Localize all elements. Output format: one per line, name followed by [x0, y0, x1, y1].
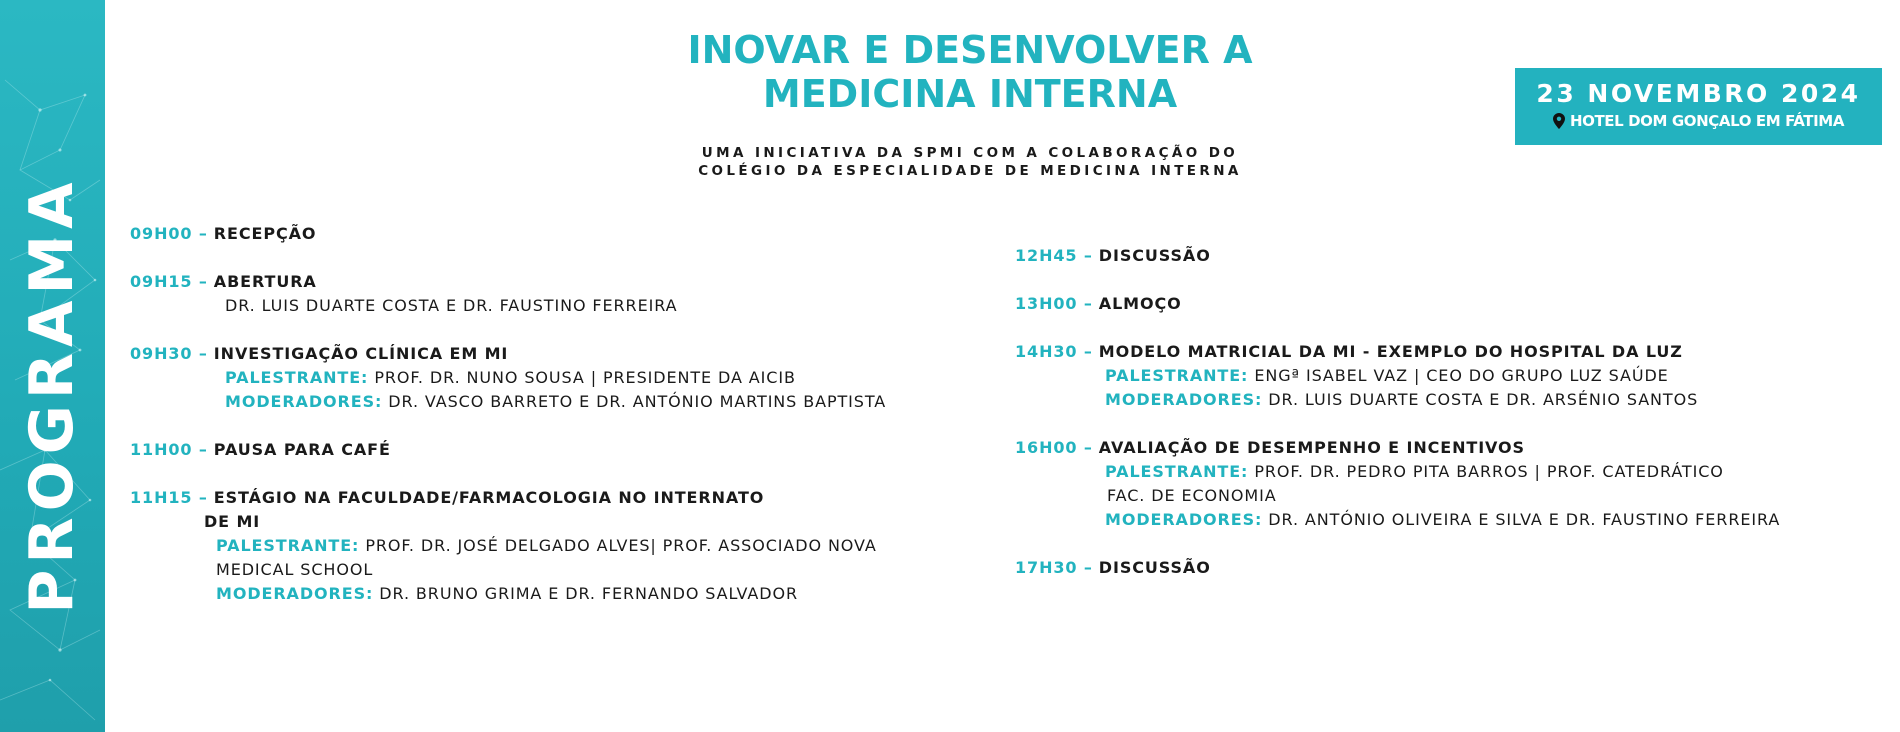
side-label: PROGRAMA: [17, 176, 87, 614]
event-date: 23 NOVEMBRO 2024: [1536, 79, 1861, 108]
moderators-text: DR. BRUNO GRIMA E DR. FERNANDO SALVADOR: [379, 584, 798, 603]
item-label: DISCUSSÃO: [1098, 558, 1211, 577]
moderators-text: DR. LUIS DUARTE COSTA E DR. ARSÉNIO SANTOS: [1268, 390, 1699, 409]
subtitle-line-2: COLÉGIO DA ESPECIALIDADE DE MEDICINA INTERNA: [698, 163, 1242, 179]
schedule-item: [1015, 292, 1895, 316]
speaker-text: ENGª ISABEL VAZ | CEO DO GRUPO LUZ SAÚDE: [1254, 366, 1669, 385]
moderators-keyword: MODERADORES:: [1105, 510, 1263, 529]
schedule-item: [1015, 244, 1895, 268]
item-time: 17H30 –: [1015, 558, 1093, 577]
item-detail: DR. LUIS DUARTE COSTA E DR. FAUSTINO FERREIRA: [225, 296, 678, 315]
page-title: [560, 28, 1380, 116]
speaker-text: PROF. DR. PEDRO PITA BARROS | PROF. CATEDRÁTICO: [1254, 462, 1724, 481]
moderators-text: DR. ANTÓNIO OLIVEIRA E SILVA E DR. FAUSTINO FERREIRA: [1268, 510, 1781, 529]
speaker-keyword: PALESTRANTE:: [1105, 462, 1249, 481]
item-label: DISCUSSÃO: [1098, 246, 1211, 265]
item-time: 11H00 –: [130, 440, 208, 459]
schedule-left-column: [130, 222, 990, 606]
map-pin-icon: [1553, 113, 1565, 129]
item-label: ABERTURA: [213, 272, 317, 291]
speaker-text-continued: MEDICAL SCHOOL: [216, 560, 374, 579]
side-band: [0, 0, 105, 732]
item-time: 11H15 –: [130, 488, 208, 507]
item-label: INVESTIGAÇÃO CLÍNICA EM MI: [213, 344, 509, 363]
moderators-keyword: MODERADORES:: [1105, 390, 1263, 409]
item-label: ALMOÇO: [1098, 294, 1182, 313]
title-line-2: MEDICINA INTERNA: [762, 72, 1178, 116]
item-time: 14H30 –: [1015, 342, 1093, 361]
speaker-text: PROF. DR. JOSÉ DELGADO ALVES| PROF. ASSOCIADO NOVA: [365, 536, 877, 555]
speaker-keyword: PALESTRANTE:: [225, 368, 369, 387]
schedule-item: [130, 270, 990, 318]
item-label: MODELO MATRICIAL DA MI - EXEMPLO DO HOSPITAL DA LUZ: [1098, 342, 1683, 361]
item-label: RECEPÇÃO: [213, 224, 317, 243]
speaker-keyword: PALESTRANTE:: [216, 536, 360, 555]
item-label-continued: DE MI: [204, 512, 261, 531]
schedule-item: [130, 342, 990, 414]
moderators-keyword: MODERADORES:: [225, 392, 383, 411]
item-time: 09H15 –: [130, 272, 208, 291]
date-venue-box: [1515, 68, 1882, 145]
subtitle-line-1: UMA INICIATIVA DA SPMI COM A COLABORAÇÃO DO: [701, 145, 1239, 161]
event-venue: HOTEL DOM GONÇALO EM FÁTIMA: [1569, 112, 1845, 130]
schedule-item: [130, 438, 990, 462]
item-time: 09H00 –: [130, 224, 208, 243]
subtitle: [560, 144, 1380, 180]
schedule-right-column: [1015, 244, 1895, 580]
moderators-keyword: MODERADORES:: [216, 584, 374, 603]
item-time: 16H00 –: [1015, 438, 1093, 457]
schedule-item: [1015, 556, 1895, 580]
venue-line: [1515, 112, 1882, 130]
item-time: 13H00 –: [1015, 294, 1093, 313]
item-time: 09H30 –: [130, 344, 208, 363]
schedule-item: [130, 222, 990, 246]
item-time: 12H45 –: [1015, 246, 1093, 265]
schedule-item: [1015, 340, 1895, 412]
item-label: AVALIAÇÃO DE DESEMPENHO E INCENTIVOS: [1098, 438, 1525, 457]
item-label: ESTÁGIO NA FACULDADE/FARMACOLOGIA NO INTERNATO: [213, 488, 765, 507]
schedule-item: [130, 486, 990, 606]
title-line-1: INOVAR E DESENVOLVER A: [687, 28, 1253, 72]
speaker-text-continued: FAC. DE ECONOMIA: [1107, 486, 1277, 505]
item-label: PAUSA PARA CAFÉ: [213, 440, 391, 459]
speaker-keyword: PALESTRANTE:: [1105, 366, 1249, 385]
speaker-text: PROF. DR. NUNO SOUSA | PRESIDENTE DA AICIB: [374, 368, 796, 387]
moderators-text: DR. VASCO BARRETO E DR. ANTÓNIO MARTINS BAPTISTA: [388, 392, 887, 411]
schedule-item: [1015, 436, 1895, 532]
